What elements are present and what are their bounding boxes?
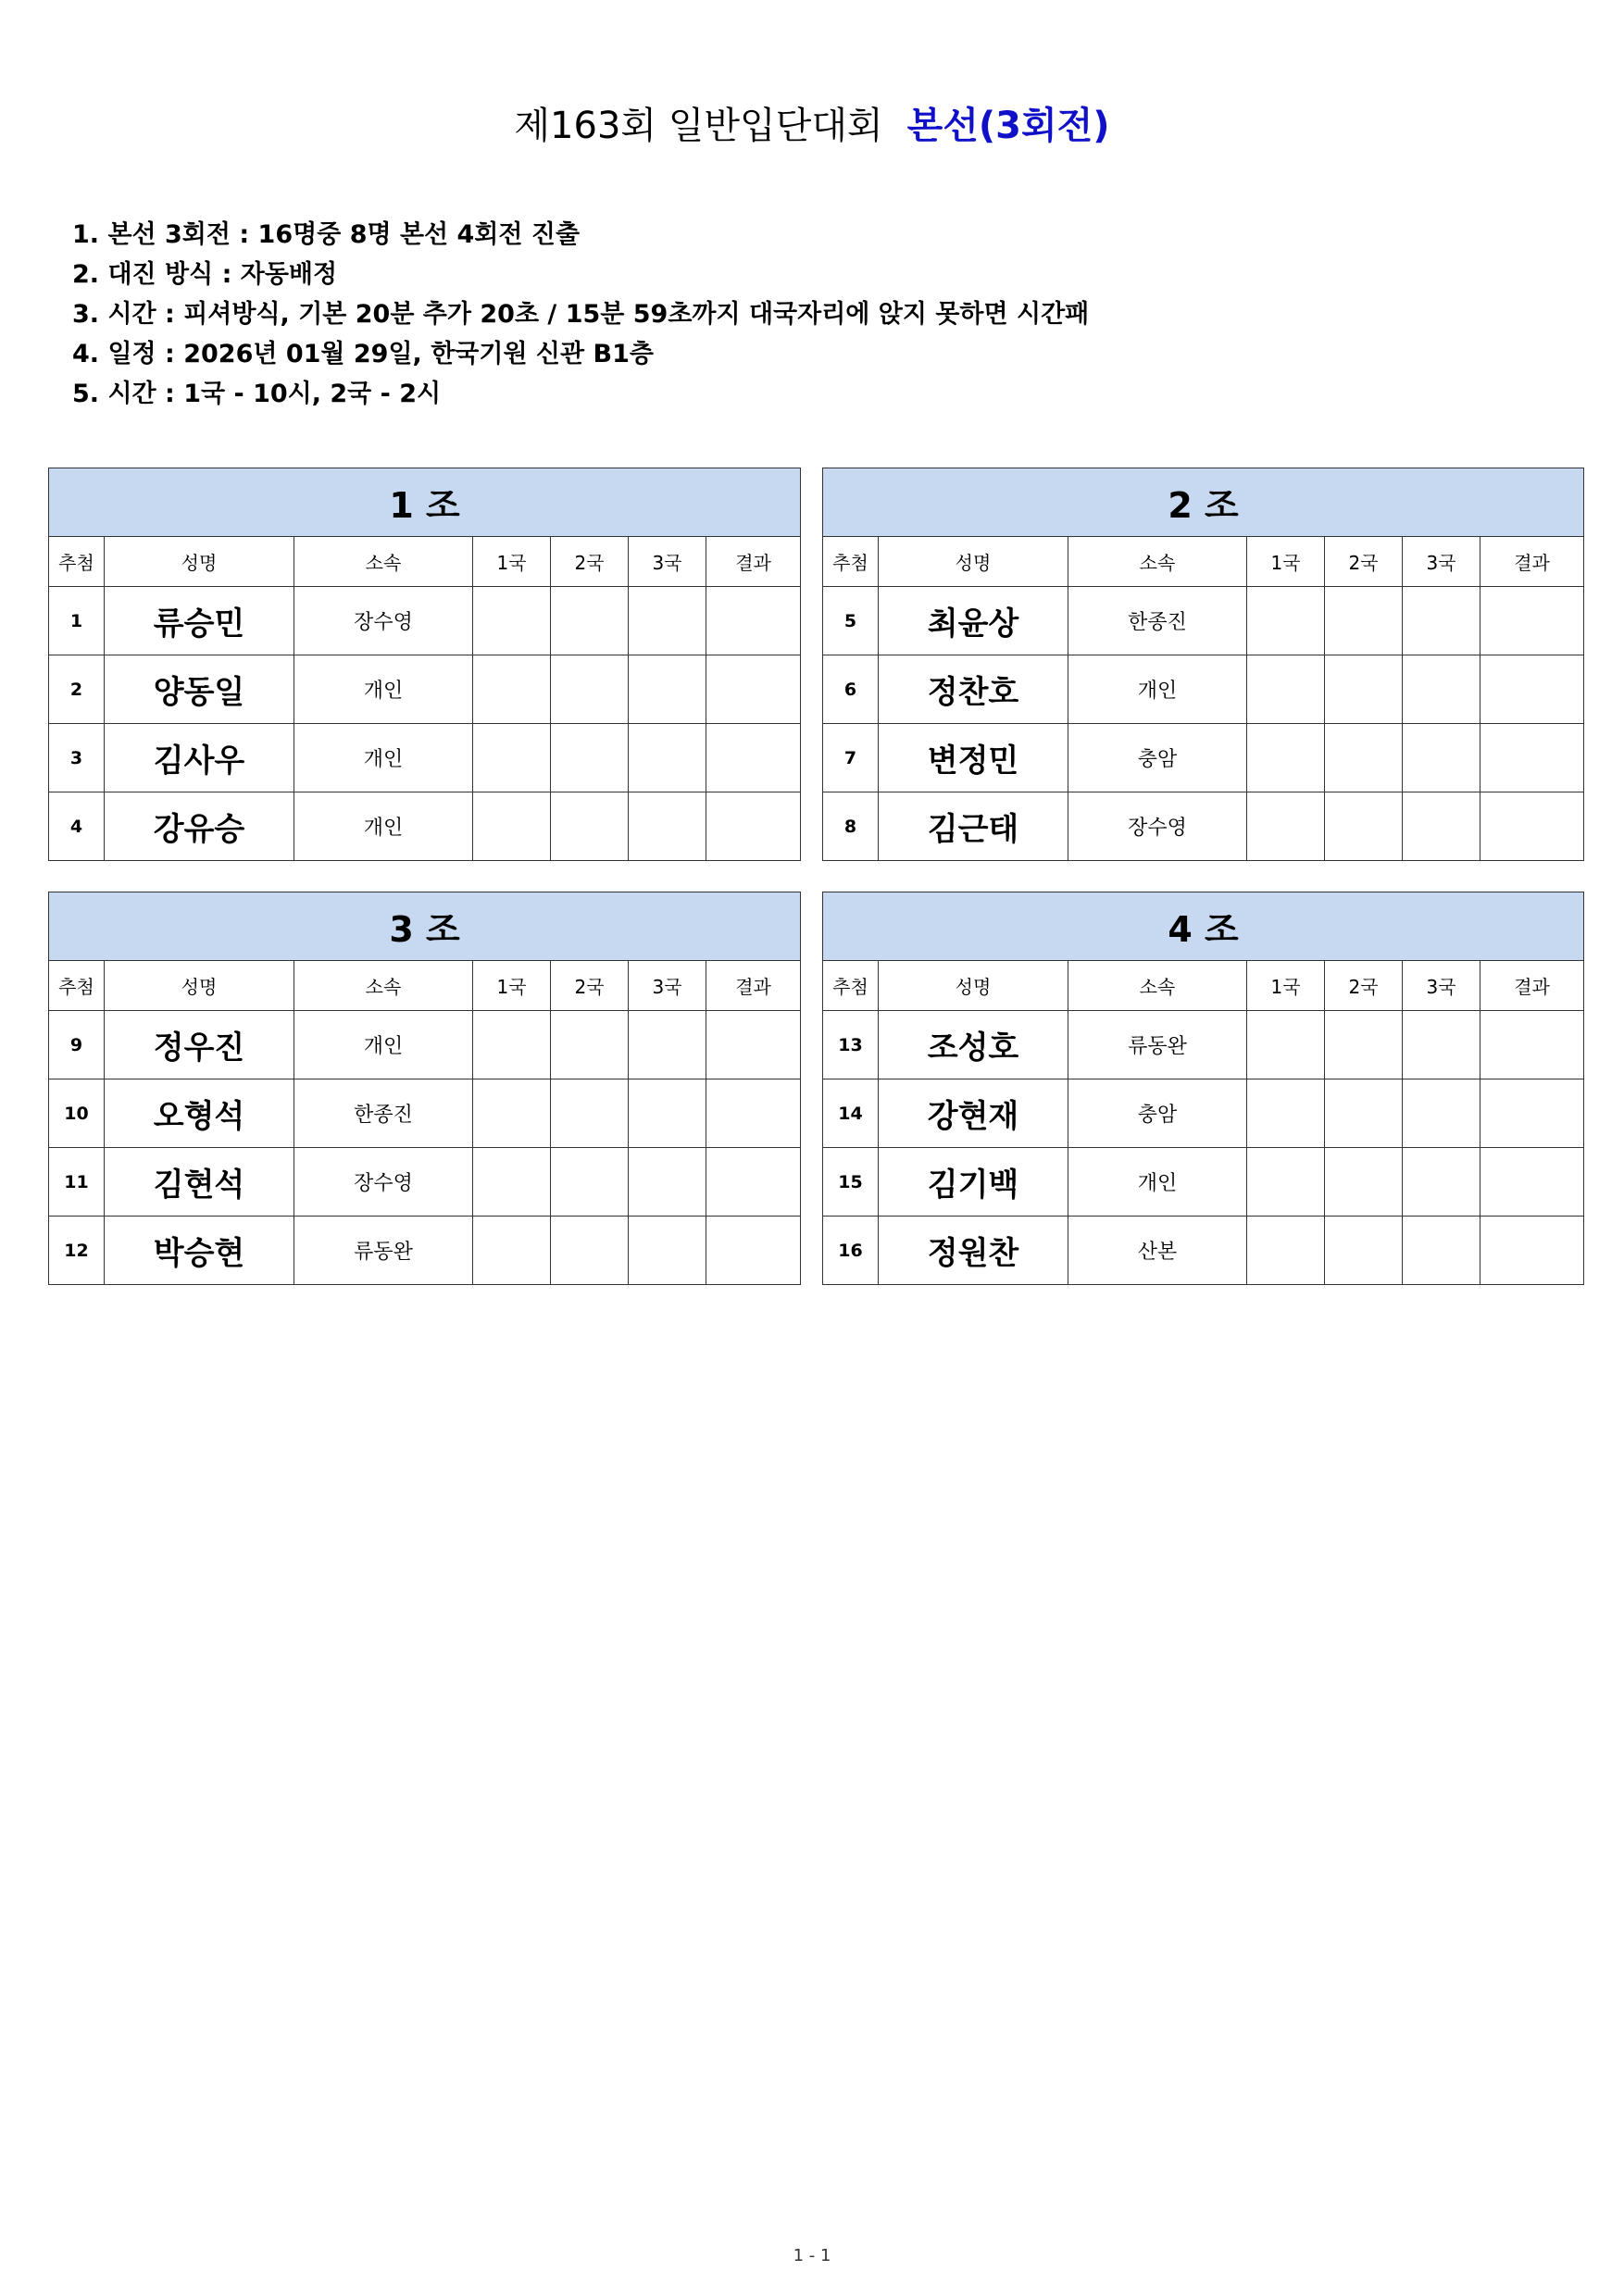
- column-header: 추첨: [49, 961, 105, 1011]
- player-name: 김사우: [105, 724, 294, 792]
- column-header: 2국: [1325, 961, 1403, 1011]
- result-cell: [706, 1148, 801, 1217]
- affiliation: 개인: [294, 724, 473, 792]
- affiliation: 산본: [1068, 1217, 1247, 1285]
- table-row: [49, 724, 801, 792]
- draw-number: 12: [49, 1217, 105, 1285]
- draw-number: 10: [49, 1079, 105, 1148]
- affiliation: 류동완: [1068, 1011, 1247, 1079]
- player-name: 정찬호: [879, 655, 1068, 724]
- game-1-cell: [1247, 587, 1325, 655]
- column-header: 소속: [294, 961, 473, 1011]
- draw-number: 15: [823, 1148, 879, 1217]
- column-header: 3국: [1403, 961, 1480, 1011]
- affiliation: 충암: [1068, 1079, 1247, 1148]
- draw-number: 6: [823, 655, 879, 724]
- affiliation: 개인: [294, 655, 473, 724]
- game-2-cell: [551, 724, 629, 792]
- column-header: 추첨: [823, 537, 879, 587]
- table-row: [823, 1148, 1584, 1217]
- result-cell: [1480, 655, 1584, 724]
- column-header: 성명: [105, 537, 294, 587]
- table-row: [823, 1217, 1584, 1285]
- player-name: 김근태: [879, 792, 1068, 861]
- group-title: 2 조: [823, 468, 1584, 537]
- rule-item: 1. 본선 3회전 : 16명중 8명 본선 4회전 진출: [72, 220, 581, 249]
- table-row: [823, 655, 1584, 724]
- column-header: 추첨: [49, 537, 105, 587]
- player-name: 최윤상: [879, 587, 1068, 655]
- column-header: 성명: [879, 537, 1068, 587]
- game-3-cell: [1403, 1217, 1480, 1285]
- result-cell: [706, 1217, 801, 1285]
- game-1-cell: [473, 792, 551, 861]
- game-2-cell: [551, 1011, 629, 1079]
- column-header: 추첨: [823, 961, 879, 1011]
- group-title: 1 조: [49, 468, 801, 537]
- game-2-cell: [1325, 792, 1403, 861]
- game-1-cell: [473, 1011, 551, 1079]
- game-3-cell: [1403, 587, 1480, 655]
- game-1-cell: [1247, 724, 1325, 792]
- column-header: 결과: [1480, 961, 1584, 1011]
- group-table: [822, 468, 1584, 861]
- result-cell: [706, 587, 801, 655]
- affiliation: 류동완: [294, 1217, 473, 1285]
- result-cell: [706, 655, 801, 724]
- table-row: [823, 724, 1584, 792]
- game-3-cell: [629, 792, 706, 861]
- affiliation: 장수영: [1068, 792, 1247, 861]
- page-title: [0, 96, 1624, 149]
- result-cell: [1480, 724, 1584, 792]
- result-cell: [1480, 1148, 1584, 1217]
- game-3-cell: [629, 1148, 706, 1217]
- group-title: 3 조: [49, 892, 801, 961]
- game-1-cell: [1247, 1217, 1325, 1285]
- column-header: 성명: [105, 961, 294, 1011]
- table-row: [49, 1148, 801, 1217]
- draw-number: 4: [49, 792, 105, 861]
- game-3-cell: [1403, 724, 1480, 792]
- draw-number: 7: [823, 724, 879, 792]
- game-2-cell: [551, 655, 629, 724]
- game-2-cell: [1325, 587, 1403, 655]
- affiliation: 한종진: [294, 1079, 473, 1148]
- player-name: 김기백: [879, 1148, 1068, 1217]
- column-header: 3국: [629, 537, 706, 587]
- game-2-cell: [1325, 1217, 1403, 1285]
- column-header: 결과: [706, 961, 801, 1011]
- table-row: [49, 655, 801, 724]
- game-2-cell: [551, 1217, 629, 1285]
- column-header: 2국: [551, 537, 629, 587]
- draw-number: 5: [823, 587, 879, 655]
- game-2-cell: [1325, 1148, 1403, 1217]
- game-2-cell: [551, 792, 629, 861]
- column-header: 3국: [1403, 537, 1480, 587]
- game-1-cell: [473, 1079, 551, 1148]
- column-header: 결과: [1480, 537, 1584, 587]
- column-header: 소속: [1068, 537, 1247, 587]
- draw-number: 1: [49, 587, 105, 655]
- table-row: [49, 1079, 801, 1148]
- game-3-cell: [629, 724, 706, 792]
- rule-item: 4. 일정 : 2026년 01월 29일, 한국기원 신관 B1층: [72, 340, 654, 368]
- game-2-cell: [1325, 1011, 1403, 1079]
- title-sub: 본선(3회전): [906, 105, 1110, 147]
- game-1-cell: [473, 587, 551, 655]
- table-row: [823, 792, 1584, 861]
- affiliation: 장수영: [294, 587, 473, 655]
- game-2-cell: [551, 1148, 629, 1217]
- game-3-cell: [629, 655, 706, 724]
- result-cell: [1480, 1011, 1584, 1079]
- player-name: 정원찬: [879, 1217, 1068, 1285]
- game-3-cell: [1403, 1011, 1480, 1079]
- game-3-cell: [1403, 655, 1480, 724]
- rule-item: 3. 시간 : 피셔방식, 기본 20분 추가 20초 / 15분 59초까지 대국자리에 앉지 못하면 시간패: [72, 300, 1090, 329]
- group-title: 4 조: [823, 892, 1584, 961]
- rule-item: 2. 대진 방식 : 자동배정: [72, 260, 338, 289]
- table-row: [823, 1079, 1584, 1148]
- player-name: 강현재: [879, 1079, 1068, 1148]
- result-cell: [1480, 587, 1584, 655]
- game-1-cell: [473, 655, 551, 724]
- affiliation: 개인: [1068, 655, 1247, 724]
- player-name: 김현석: [105, 1148, 294, 1217]
- player-name: 박승현: [105, 1217, 294, 1285]
- draw-number: 2: [49, 655, 105, 724]
- table-row: [49, 1217, 801, 1285]
- game-2-cell: [551, 1079, 629, 1148]
- player-name: 류승민: [105, 587, 294, 655]
- column-header: 소속: [294, 537, 473, 587]
- table-row: [49, 587, 801, 655]
- result-cell: [1480, 1079, 1584, 1148]
- result-cell: [706, 724, 801, 792]
- game-3-cell: [629, 1011, 706, 1079]
- game-1-cell: [1247, 792, 1325, 861]
- result-cell: [706, 1079, 801, 1148]
- column-header: 소속: [1068, 961, 1247, 1011]
- affiliation: 한종진: [1068, 587, 1247, 655]
- column-header: 1국: [473, 961, 551, 1011]
- column-header: 1국: [473, 537, 551, 587]
- draw-number: 9: [49, 1011, 105, 1079]
- column-header: 1국: [1247, 537, 1325, 587]
- game-1-cell: [473, 1148, 551, 1217]
- player-name: 오형석: [105, 1079, 294, 1148]
- column-header: 2국: [1325, 537, 1403, 587]
- table-row: [823, 1011, 1584, 1079]
- column-header: 3국: [629, 961, 706, 1011]
- draw-number: 11: [49, 1148, 105, 1217]
- column-header: 2국: [551, 961, 629, 1011]
- page-number: 1 - 1: [793, 2246, 831, 2265]
- game-1-cell: [1247, 655, 1325, 724]
- rules-list: [72, 215, 1089, 414]
- table-row: [49, 1011, 801, 1079]
- rule-item: 5. 시간 : 1국 - 10시, 2국 - 2시: [72, 380, 442, 408]
- game-2-cell: [1325, 655, 1403, 724]
- draw-number: 8: [823, 792, 879, 861]
- column-header: 결과: [706, 537, 801, 587]
- game-1-cell: [473, 1217, 551, 1285]
- affiliation: 개인: [1068, 1148, 1247, 1217]
- player-name: 양동일: [105, 655, 294, 724]
- affiliation: 개인: [294, 792, 473, 861]
- result-cell: [1480, 792, 1584, 861]
- title-main: 제163회 일반입단대회: [514, 105, 883, 147]
- game-1-cell: [473, 724, 551, 792]
- table-row: [49, 792, 801, 861]
- game-2-cell: [551, 587, 629, 655]
- affiliation: 장수영: [294, 1148, 473, 1217]
- group-table: [48, 892, 801, 1285]
- result-cell: [1480, 1217, 1584, 1285]
- player-name: 정우진: [105, 1011, 294, 1079]
- game-2-cell: [1325, 1079, 1403, 1148]
- player-name: 변정민: [879, 724, 1068, 792]
- game-3-cell: [1403, 792, 1480, 861]
- game-3-cell: [1403, 1079, 1480, 1148]
- game-3-cell: [629, 587, 706, 655]
- draw-number: 3: [49, 724, 105, 792]
- game-1-cell: [1247, 1148, 1325, 1217]
- game-2-cell: [1325, 724, 1403, 792]
- column-header: 성명: [879, 961, 1068, 1011]
- game-3-cell: [1403, 1148, 1480, 1217]
- game-1-cell: [1247, 1011, 1325, 1079]
- draw-number: 16: [823, 1217, 879, 1285]
- player-name: 강유승: [105, 792, 294, 861]
- player-name: 조성호: [879, 1011, 1068, 1079]
- table-row: [823, 587, 1584, 655]
- column-header: 1국: [1247, 961, 1325, 1011]
- draw-number: 14: [823, 1079, 879, 1148]
- result-cell: [706, 792, 801, 861]
- result-cell: [706, 1011, 801, 1079]
- game-1-cell: [1247, 1079, 1325, 1148]
- draw-number: 13: [823, 1011, 879, 1079]
- group-table: [822, 892, 1584, 1285]
- affiliation: 개인: [294, 1011, 473, 1079]
- game-3-cell: [629, 1079, 706, 1148]
- affiliation: 충암: [1068, 724, 1247, 792]
- group-table: [48, 468, 801, 861]
- game-3-cell: [629, 1217, 706, 1285]
